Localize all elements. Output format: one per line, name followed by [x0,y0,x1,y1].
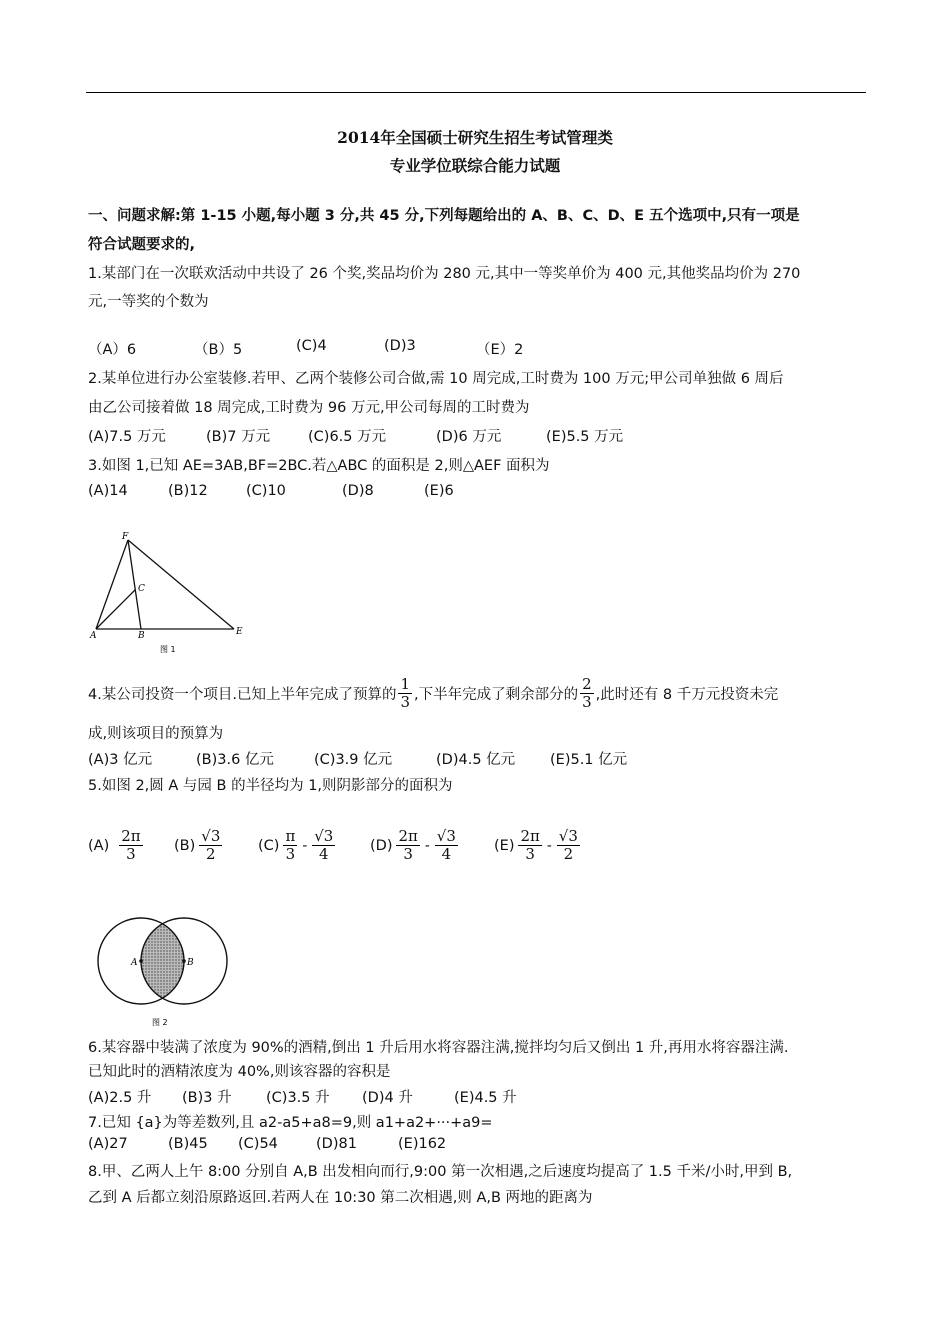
q4-option-e[interactable]: (E)5.1 亿元 [550,752,628,768]
q5-c-n1: π [285,827,296,845]
label-e: E [236,627,243,637]
q5-a-num: 2π [121,827,141,845]
q5-option-c-label: (C) [258,837,280,854]
q5-option-c[interactable] [258,828,337,864]
q2-option-c[interactable]: (C)6.5 万元 [308,429,387,445]
q3-option-d[interactable]: (D)8 [342,483,374,499]
q7-option-a[interactable]: (A)27 [88,1136,128,1152]
q5-c-frac-2 [312,828,335,864]
q8-text-cont: 乙到 A 后都立刻沿原路返回.若两人在 10:30 第二次相遇,则 A,B 两地的距离为 [88,1190,593,1206]
q5-a-den: 3 [126,845,136,864]
q5-c-d1: 3 [285,845,296,864]
q4-fraction-1 [398,676,412,712]
q5-option-b[interactable] [174,828,224,864]
q2-option-b[interactable]: (B)7 万元 [206,429,271,445]
q4-fraction-2 [580,676,594,712]
q4-option-b[interactable]: (B)3.6 亿元 [196,752,274,768]
q5-c-frac-1 [283,828,297,864]
q5-option-e-label: (E) [494,837,515,854]
q4-frac2-den: 3 [582,693,592,712]
q5-option-d-label: (D) [370,837,393,854]
center-b [182,959,186,963]
q2-option-a[interactable]: (A)7.5 万元 [88,429,166,445]
q5-d-frac-2 [435,828,458,864]
label-b: B [138,631,145,641]
q7-option-c[interactable]: (C)54 [238,1136,278,1152]
title-line-1: 2014年全国硕士研究生招生考试管理类 [337,128,613,147]
q5-text: 5.如图 2,圆 A 与园 B 的半径均为 1,则阴影部分的面积为 [88,778,453,794]
q5-d-frac-1 [396,828,419,864]
q5-option-a-label: (A) [88,837,110,854]
q5-option-b-frac [199,828,222,864]
q5-option-b-label: (B) [174,837,196,854]
q5-e-minus: - [546,837,552,854]
q5-c-d2: 4 [319,845,329,864]
label-c: C [138,584,145,594]
title-line-2: 专业学位联综合能力试题 [389,156,561,175]
q7-option-d[interactable]: (D)81 [316,1136,357,1152]
q5-c-n2: √3 [314,827,334,845]
label-circle-a: A [131,958,138,968]
q6-option-b[interactable]: (B)3 升 [182,1090,232,1106]
q5-option-a[interactable] [88,828,145,864]
q2-text-cont: 由乙公司接着做 18 周完成,工时费为 96 万元,甲公司每周的工时费为 [88,400,530,416]
label-a: A [90,631,97,641]
section-heading-cont: 符合试题要求的, [88,237,196,253]
q5-option-a-frac [119,828,142,864]
q5-d-n1: 2π [398,827,418,845]
q4-option-a[interactable]: (A)3 亿元 [88,752,153,768]
label-circle-b: B [187,958,194,968]
figure-2-caption: 图 2 [152,1018,168,1027]
q7-option-e[interactable]: (E)162 [398,1136,447,1152]
q2-option-d[interactable]: (D)6 万元 [436,429,502,445]
figure-1-triangle [88,528,248,658]
q1-option-e[interactable]: （E）2 [476,342,524,358]
q1-option-b[interactable]: （B）5 [194,342,243,358]
q8-text: 8.甲、乙两人上午 8:00 分别自 A,B 出发相向而行,9:00 第一次相遇,之后速度均提高了 1.5 千米/小时,甲到 B, [88,1164,793,1180]
q5-e-d2: 2 [563,845,574,864]
q4-text-cont: 成,则该项目的预算为 [88,726,224,742]
q5-e-d1: 3 [525,845,535,864]
q4-frac1-den: 3 [400,693,410,712]
q3-option-b[interactable]: (B)12 [168,483,208,499]
q5-e-frac-1 [518,828,541,864]
q6-option-c[interactable]: (C)3.5 升 [266,1090,330,1106]
q5-d-d2: 4 [441,845,452,864]
q7-text: 7.已知 {a}为等差数列,且 a2-a5+a8=9,则 a1+a2+···+a9= [88,1115,493,1131]
q1-text-cont: 元,一等奖的个数为 [88,294,209,310]
figure-1-caption: 图 1 [160,645,176,654]
section-heading: 一、问题求解:第 1-15 小题,每小题 3 分,共 45 分,下列每题给出的 A、B、C、D、E 五个选项中,只有一项是 [88,208,800,224]
figure-2-circles [94,914,234,1030]
q2-text: 2.某单位进行办公室装修.若甲、乙两个装修公司合做,需 10 周完成,工时费为 100 万元;甲公司单独做 6 周后 [88,371,784,387]
header-rule [86,92,866,93]
q5-d-minus: - [424,837,430,854]
q7-option-b[interactable]: (B)45 [168,1136,208,1152]
q1-option-d[interactable]: (D)3 [384,338,416,354]
q5-e-n2: √3 [558,827,578,845]
q4-frac1-num: 1 [400,675,410,693]
q4-option-c[interactable]: (C)3.9 亿元 [314,752,393,768]
q5-d-n2: √3 [436,827,456,845]
q6-option-a[interactable]: (A)2.5 升 [88,1090,152,1106]
q6-option-e[interactable]: (E)4.5 升 [454,1090,517,1106]
q6-text-cont: 已知此时的酒精浓度为 40%,则该容器的容积是 [88,1064,391,1080]
q2-option-e[interactable]: (E)5.5 万元 [546,429,624,445]
q5-option-d[interactable] [370,828,460,864]
q4-text-part1: 4.某公司投资一个项目.已知上半年完成了预算的 [88,687,397,704]
q5-e-n1: 2π [520,827,540,845]
label-f: F [122,532,129,542]
q4-text-part2: ,下半年完成了剩余部分的 [414,687,579,704]
q4-frac2-num: 2 [582,675,592,693]
q5-d-d1: 3 [403,845,413,864]
q4-text-part3: ,此时还有 8 千万元投资未完 [595,687,779,704]
q1-text: 1.某部门在一次联欢活动中共设了 26 个奖,奖品均价为 280 元,其中一等奖单价为 400 元,其他奖品均价为 270 [88,266,801,282]
q3-option-e[interactable]: (E)6 [424,483,454,499]
q5-option-e[interactable] [494,828,582,864]
q5-c-minus: - [302,837,308,854]
q5-e-frac-2 [557,828,580,864]
q4-text [88,676,778,712]
q3-option-c[interactable]: (C)10 [246,483,286,499]
q5-b-den: 2 [206,845,216,864]
q1-option-a[interactable]: （A）6 [88,342,137,358]
q6-option-d[interactable]: (D)4 升 [362,1090,413,1106]
edge-af [96,540,128,629]
q4-option-d[interactable]: (D)4.5 亿元 [436,752,516,768]
q5-b-num: √3 [201,827,221,845]
q6-text: 6.某容器中装满了浓度为 90%的酒精,倒出 1 升后用水将容器注满,搅拌均匀后又倒出 1 升,再用水将容器注满. [88,1040,789,1056]
q3-text: 3.如图 1,已知 AE=3AB,BF=2BC.若△ABC 的面积是 2,则△AEF 面积为 [88,458,550,474]
q1-option-c[interactable]: (C)4 [296,338,327,354]
edge-ac [96,590,135,629]
q3-option-a[interactable]: (A)14 [88,483,128,499]
center-a [139,959,143,963]
